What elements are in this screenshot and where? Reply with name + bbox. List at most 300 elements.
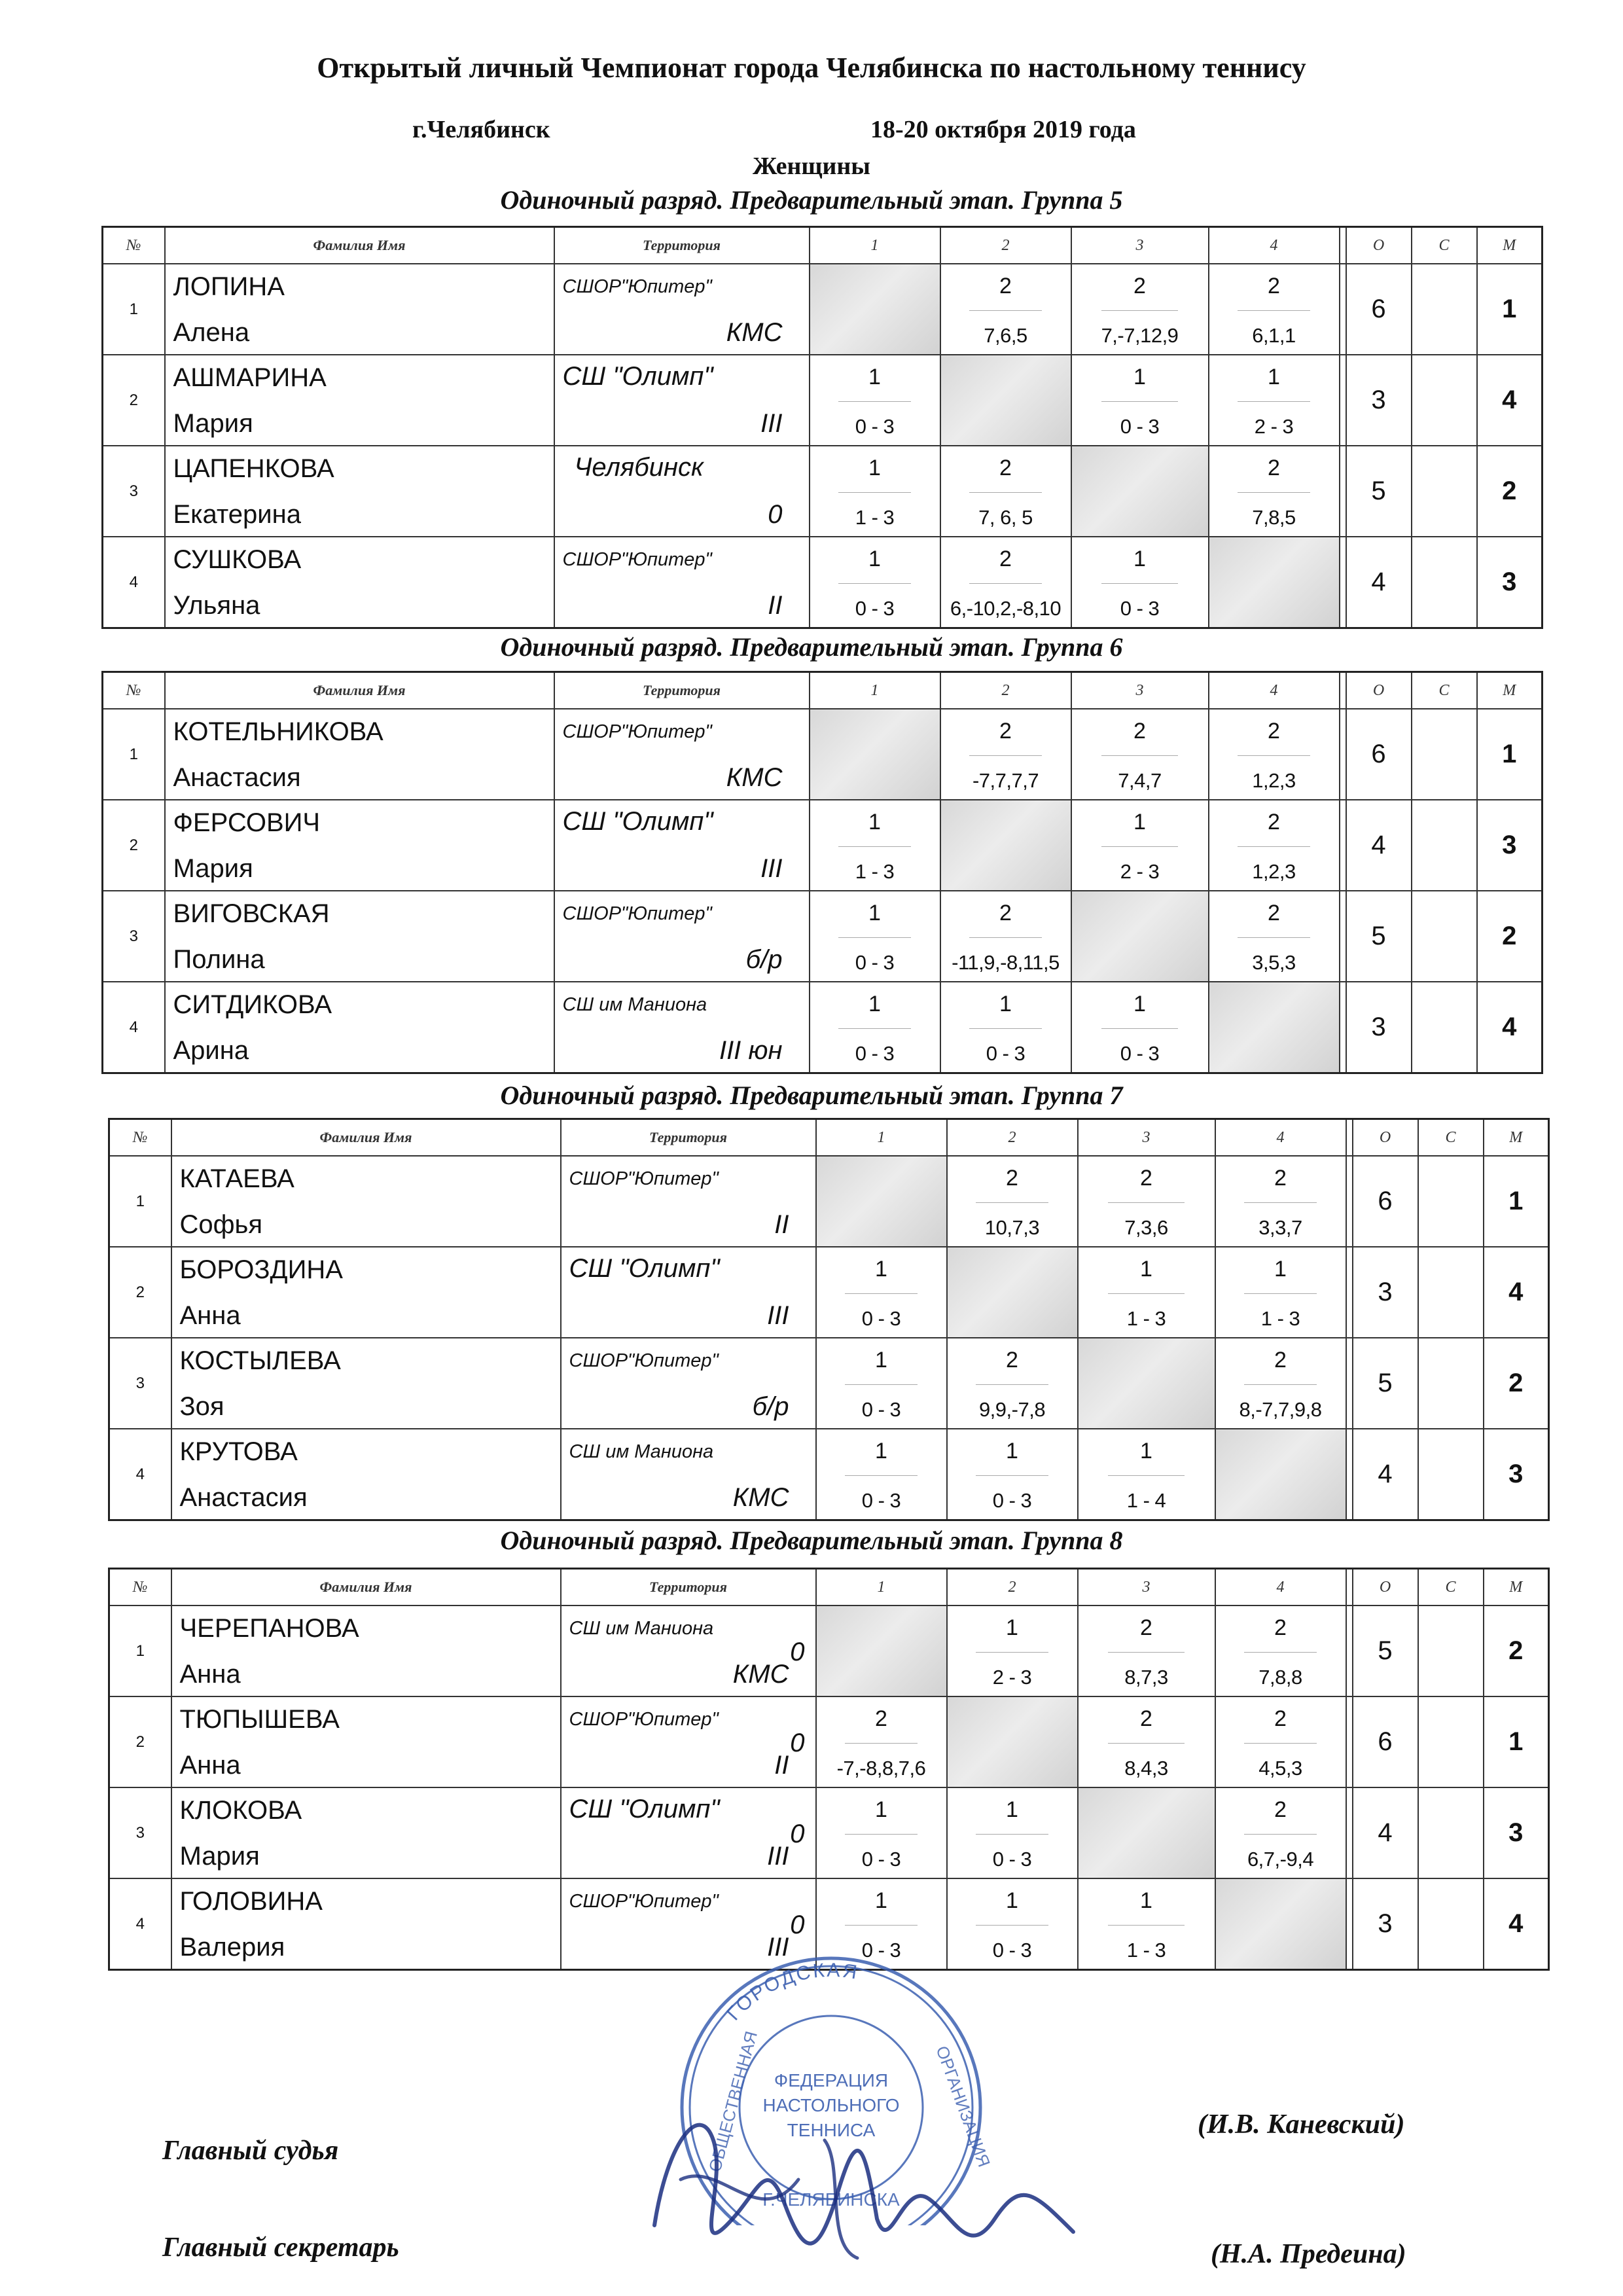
final-place: 2	[1477, 891, 1543, 982]
match-result-cell	[810, 800, 940, 891]
col-header-opponent-2: 2	[940, 672, 1071, 709]
player-given-name: Анна	[179, 1660, 241, 1689]
column-separator	[1346, 1156, 1353, 1247]
territory-cell	[554, 355, 810, 446]
sport-rank: б/р	[752, 1392, 789, 1421]
player-name-cell	[165, 982, 554, 1073]
match-score: 0 - 3	[992, 1848, 1032, 1871]
final-place: 3	[1477, 537, 1543, 628]
match-result-cell	[810, 537, 940, 628]
self-match-cell	[1071, 446, 1209, 537]
score-divider	[845, 1384, 918, 1385]
score-divider	[1101, 583, 1178, 584]
territory-cell	[561, 1787, 816, 1878]
sport-rank: б/р	[745, 945, 783, 974]
score-divider	[969, 310, 1042, 311]
column-separator	[1346, 1247, 1353, 1338]
match-points: 1	[1133, 992, 1146, 1016]
final-place: 1	[1477, 264, 1543, 355]
score-divider	[845, 1293, 918, 1294]
self-match-cell	[816, 1156, 947, 1247]
col-header-num: №	[109, 1119, 171, 1157]
self-match-cell	[810, 264, 940, 355]
territory-cell	[554, 982, 810, 1073]
player-row	[109, 1247, 1549, 1338]
player-given-name: Валерия	[179, 1933, 285, 1962]
col-header-opponent-2: 2	[947, 1569, 1078, 1606]
match-result-cell	[1215, 1338, 1346, 1429]
final-place: 3	[1477, 800, 1543, 891]
match-result-cell	[816, 1696, 947, 1787]
match-score: 1 - 4	[1126, 1489, 1166, 1512]
sport-rank: II	[774, 1751, 789, 1780]
match-points: 2	[1006, 1348, 1018, 1372]
player-given-name: Мария	[173, 854, 253, 883]
player-given-name: Анна	[179, 1301, 241, 1330]
match-points: 1	[868, 547, 881, 571]
territory-name: СШОР"Юпитер"	[569, 1891, 719, 1912]
score-divider	[845, 1743, 918, 1744]
match-score: 7,8,8	[1258, 1666, 1302, 1689]
chief-judge-label: Главный судья	[162, 2136, 339, 2166]
score-divider	[838, 937, 911, 938]
col-header-name: Фамилия Имя	[171, 1569, 561, 1606]
games-ratio	[1418, 1696, 1484, 1787]
event-city: г.Челябинск	[412, 116, 550, 143]
total-points: 6	[1346, 264, 1412, 355]
player-given-name: Мария	[173, 409, 253, 438]
match-score: 0 - 3	[1120, 597, 1160, 620]
player-given-name: Анастасия	[179, 1483, 308, 1512]
match-score: 0 - 3	[992, 1939, 1032, 1962]
col-header-name: Фамилия Имя	[165, 227, 554, 264]
group-title: Одиночный разряд. Предварительный этап. Группа 7	[500, 1081, 1123, 1110]
match-result-cell	[1209, 264, 1340, 355]
group-table	[108, 1118, 1550, 1521]
player-surname: КРУТОВА	[179, 1437, 298, 1466]
col-header-opponent-4: 4	[1209, 672, 1340, 709]
match-score: 7,3,6	[1124, 1216, 1168, 1239]
territory-name: СШ им Маниона	[569, 1618, 714, 1639]
sport-rank: III юн	[719, 1036, 783, 1065]
row-number: 4	[103, 982, 165, 1073]
match-score: 4,5,3	[1258, 1757, 1302, 1780]
match-points: 1	[999, 992, 1012, 1016]
player-name-cell	[171, 1156, 561, 1247]
total-points: 3	[1346, 982, 1412, 1073]
column-separator	[1346, 1338, 1353, 1429]
column-separator	[1346, 1605, 1353, 1696]
col-header-name: Фамилия Имя	[165, 672, 554, 709]
player-name-cell	[171, 1696, 561, 1787]
row-number: 3	[103, 891, 165, 982]
row-number: 1	[103, 709, 165, 800]
match-points: 1	[875, 1797, 887, 1822]
match-points: 1	[1140, 1439, 1152, 1463]
match-result-cell	[1078, 1696, 1215, 1787]
total-points: 3	[1353, 1878, 1418, 1970]
match-score: 1 - 3	[855, 860, 895, 883]
player-surname: СУШКОВА	[173, 545, 302, 574]
player-row	[109, 1787, 1549, 1878]
sport-rank: III	[767, 1301, 789, 1330]
score-divider	[845, 1925, 918, 1926]
match-result-cell	[1078, 1429, 1215, 1520]
match-score: 8,-7,7,9,8	[1239, 1398, 1322, 1421]
games-ratio	[1418, 1338, 1484, 1429]
match-score: 6,1,1	[1252, 324, 1296, 347]
group-title: Одиночный разряд. Предварительный этап. Группа 6	[500, 632, 1123, 662]
match-result-cell	[940, 446, 1071, 537]
match-points: 1	[868, 456, 881, 480]
total-points: 6	[1353, 1156, 1418, 1247]
match-points: 2	[1140, 1615, 1152, 1640]
match-result-cell	[810, 982, 940, 1073]
column-separator	[1340, 709, 1346, 800]
player-row	[109, 1605, 1549, 1696]
column-separator	[1340, 891, 1346, 982]
score-divider	[1108, 1202, 1185, 1203]
row-number: 4	[109, 1429, 171, 1520]
match-score: 1,2,3	[1252, 769, 1296, 792]
player-given-name: Екатерина	[173, 500, 301, 529]
games-ratio	[1418, 1429, 1484, 1520]
player-name-cell	[165, 800, 554, 891]
player-given-name: Анна	[179, 1751, 241, 1780]
match-result-cell	[1071, 800, 1209, 891]
match-score: 7,6,5	[984, 324, 1027, 347]
territory-cell	[561, 1605, 816, 1696]
player-row	[109, 1429, 1549, 1520]
score-divider	[976, 1384, 1048, 1385]
col-header-opponent-2: 2	[947, 1119, 1078, 1157]
score-divider	[969, 755, 1042, 756]
player-surname: ЦАПЕНКОВА	[173, 454, 334, 483]
player-row	[109, 1338, 1549, 1429]
territory-name: СШ "Олимп"	[569, 1254, 720, 1283]
score-divider	[1238, 310, 1310, 311]
match-points: 2	[999, 719, 1012, 744]
match-points: 2	[1140, 1166, 1152, 1191]
row-number: 2	[103, 800, 165, 891]
match-score: 0 - 3	[861, 1489, 901, 1512]
final-place: 1	[1484, 1156, 1549, 1247]
col-header-separator	[1346, 1569, 1353, 1606]
match-score: 6,7,-9,4	[1247, 1848, 1314, 1871]
territory-name: СШ "Олимп"	[562, 362, 713, 391]
self-match-cell	[947, 1696, 1078, 1787]
territory-cell	[554, 709, 810, 800]
match-result-cell	[1078, 1156, 1215, 1247]
territory-cell	[561, 1696, 816, 1787]
total-points: 4	[1353, 1429, 1418, 1520]
match-score: 0 - 3	[861, 1307, 901, 1330]
total-points: 4	[1353, 1787, 1418, 1878]
final-place: 4	[1477, 982, 1543, 1073]
match-score: 7,8,5	[1252, 506, 1296, 529]
self-match-cell	[816, 1605, 947, 1696]
row-number: 4	[109, 1878, 171, 1970]
player-row	[103, 709, 1543, 800]
score-divider	[969, 492, 1042, 493]
col-header-opponent-2: 2	[940, 227, 1071, 264]
stamp-right-text: ОРГАНИЗАЦИЯ	[932, 2043, 995, 2170]
sport-rank: КМС	[732, 1483, 789, 1512]
match-points: 1	[868, 992, 881, 1016]
score-divider	[1108, 1925, 1185, 1926]
score-divider	[1108, 1652, 1185, 1653]
column-separator	[1346, 1878, 1353, 1970]
match-score: 0 - 3	[992, 1489, 1032, 1512]
sport-rank: III	[767, 1933, 789, 1962]
match-result-cell	[1209, 446, 1340, 537]
score-divider	[838, 846, 911, 847]
col-header-opponent-4: 4	[1209, 227, 1340, 264]
match-score: 0 - 3	[1120, 1042, 1160, 1065]
player-surname: БОРОЗДИНА	[179, 1255, 343, 1284]
col-header-territory: Территория	[554, 227, 810, 264]
player-given-name: Арина	[173, 1036, 249, 1065]
sport-rank: II	[768, 591, 783, 620]
row-number: 1	[103, 264, 165, 355]
score-divider	[976, 1202, 1048, 1203]
score-divider	[1101, 310, 1178, 311]
row-number: 3	[109, 1338, 171, 1429]
player-surname: КОТЕЛЬНИКОВА	[173, 717, 383, 746]
column-separator	[1340, 355, 1346, 446]
score-divider	[976, 1652, 1048, 1653]
match-result-cell	[940, 709, 1071, 800]
match-result-cell	[1078, 1878, 1215, 1970]
final-place: 2	[1477, 446, 1543, 537]
total-points: 5	[1353, 1338, 1418, 1429]
match-score: -7,7,7,7	[972, 769, 1039, 792]
self-match-cell	[1215, 1429, 1346, 1520]
final-place: 4	[1484, 1878, 1549, 1970]
sport-rank: III	[760, 854, 783, 883]
column-separator	[1340, 264, 1346, 355]
self-match-cell	[940, 800, 1071, 891]
match-score: 0 - 3	[855, 951, 895, 974]
match-result-cell	[947, 1787, 1078, 1878]
group-title: Одиночный разряд. Предварительный этап. Группа 8	[500, 1526, 1123, 1555]
col-header-territory: Территория	[561, 1119, 816, 1157]
stamp-bottom-text: Г.ЧЕЛЯБИНСКА	[762, 2189, 900, 2210]
match-score: -11,9,-8,11,5	[952, 951, 1060, 974]
match-score: 0 - 3	[1120, 415, 1160, 438]
match-result-cell	[1078, 1247, 1215, 1338]
match-points: 1	[1133, 810, 1146, 834]
final-place: 3	[1484, 1429, 1549, 1520]
match-score: 0 - 3	[986, 1042, 1026, 1065]
match-result-cell	[940, 891, 1071, 982]
score-divider	[1244, 1202, 1317, 1203]
territory-name: СШОР"Юпитер"	[569, 1168, 719, 1189]
player-name-cell	[171, 1787, 561, 1878]
row-number: 1	[109, 1156, 171, 1247]
match-points: 2	[1268, 274, 1280, 298]
column-separator	[1346, 1787, 1353, 1878]
final-place: 3	[1484, 1787, 1549, 1878]
territory-name: СШОР"Юпитер"	[569, 1709, 719, 1730]
row-number: 2	[109, 1696, 171, 1787]
col-header-ratio: С	[1418, 1119, 1484, 1157]
match-points: 2	[1006, 1166, 1018, 1191]
col-header-points: О	[1346, 672, 1412, 709]
match-result-cell	[947, 1338, 1078, 1429]
match-result-cell	[1209, 800, 1340, 891]
match-result-cell	[816, 1247, 947, 1338]
col-header-points: О	[1353, 1119, 1418, 1157]
sport-rank: 0	[768, 500, 783, 529]
games-ratio	[1418, 1878, 1484, 1970]
event-dates: 18-20 октября 2019 года	[870, 116, 1136, 143]
score-divider	[838, 583, 911, 584]
score-divider	[1244, 1293, 1317, 1294]
territory-name: СШ им Маниона	[562, 994, 707, 1015]
stamp-center-line: ФЕДЕРАЦИЯ	[774, 2070, 889, 2090]
score-divider	[1101, 846, 1178, 847]
col-header-num: №	[103, 227, 165, 264]
player-name-cell	[171, 1605, 561, 1696]
col-header-territory: Территория	[554, 672, 810, 709]
player-surname: ТЮПЫШЕВА	[179, 1705, 340, 1734]
column-separator	[1340, 982, 1346, 1073]
match-result-cell	[1071, 355, 1209, 446]
match-result-cell	[1215, 1787, 1346, 1878]
player-name-cell	[165, 264, 554, 355]
player-given-name: Софья	[179, 1210, 263, 1239]
match-result-cell	[1078, 1605, 1215, 1696]
self-match-cell	[1078, 1787, 1215, 1878]
match-score: 10,7,3	[984, 1216, 1040, 1239]
col-header-points: О	[1346, 227, 1412, 264]
score-divider	[1244, 1652, 1317, 1653]
territory-name: СШ "Олимп"	[569, 1795, 720, 1823]
games-ratio	[1412, 800, 1477, 891]
col-header-separator	[1346, 1119, 1353, 1157]
match-result-cell	[1071, 982, 1209, 1073]
self-match-cell	[1209, 537, 1340, 628]
self-match-cell	[1071, 891, 1209, 982]
player-given-name: Анастасия	[173, 763, 301, 792]
column-separator	[1340, 537, 1346, 628]
match-score: 2 - 3	[1120, 860, 1160, 883]
match-points: 2	[999, 901, 1012, 925]
match-points: 1	[875, 1439, 887, 1463]
territory-name: СШ им Маниона	[569, 1441, 714, 1462]
match-score: 0 - 3	[861, 1939, 901, 1962]
total-points: 6	[1353, 1696, 1418, 1787]
col-header-opponent-4: 4	[1215, 1569, 1346, 1606]
stamp-left-text: ОБЩЕСТВЕННАЯ	[704, 2029, 762, 2174]
sport-rank: III	[767, 1842, 789, 1871]
player-name-cell	[171, 1338, 561, 1429]
self-match-cell	[810, 709, 940, 800]
match-score: 1 - 3	[1126, 1939, 1166, 1962]
match-score: 3,3,7	[1258, 1216, 1302, 1239]
player-surname: ЛОПИНА	[173, 272, 285, 301]
chief-secretary-name: (Н.А. Предеина)	[1211, 2239, 1406, 2269]
score-divider	[838, 1028, 911, 1029]
territory-name: СШ "Олимп"	[562, 807, 713, 836]
svg-text:ГОРОДСКАЯ	[722, 1960, 860, 2025]
match-result-cell	[810, 446, 940, 537]
row-number: 2	[103, 355, 165, 446]
final-place: 4	[1484, 1247, 1549, 1338]
player-surname: АШМАРИНА	[173, 363, 327, 392]
self-match-cell	[1209, 982, 1340, 1073]
player-name-cell	[165, 355, 554, 446]
score-divider	[1101, 401, 1178, 402]
player-row	[103, 355, 1543, 446]
match-result-cell	[940, 982, 1071, 1073]
match-score: 0 - 3	[855, 597, 895, 620]
match-result-cell	[940, 537, 1071, 628]
group-table	[101, 671, 1543, 1074]
player-name-cell	[171, 1247, 561, 1338]
col-header-opponent-1: 1	[810, 672, 940, 709]
col-header-place: М	[1484, 1569, 1549, 1606]
sport-rank: КМС	[726, 763, 783, 792]
match-result-cell	[1215, 1156, 1346, 1247]
match-result-cell	[1209, 709, 1340, 800]
document-title: Открытый личный Чемпионат города Челябинска по настольному теннису	[317, 52, 1306, 84]
col-header-opponent-1: 1	[810, 227, 940, 264]
score-divider	[976, 1475, 1048, 1476]
player-given-name: Ульяна	[173, 591, 260, 620]
column-separator	[1340, 446, 1346, 537]
territory-name: СШОР"Юпитер"	[562, 903, 712, 924]
score-divider	[1238, 755, 1310, 756]
match-points: 2	[1274, 1166, 1287, 1191]
score-divider	[969, 1028, 1042, 1029]
player-surname: КОСТЫЛЕВА	[179, 1346, 341, 1375]
player-given-name: Полина	[173, 945, 265, 974]
match-points: 2	[1133, 274, 1146, 298]
match-score: 7,4,7	[1118, 769, 1162, 792]
territory-cell	[561, 1338, 816, 1429]
final-place: 4	[1477, 355, 1543, 446]
match-result-cell	[1071, 537, 1209, 628]
match-score: 6,-10,2,-8,10	[950, 597, 1061, 620]
player-row	[109, 1696, 1549, 1787]
match-points: 2	[1268, 456, 1280, 480]
stamp-top-text: ГОРОДСКАЯ	[722, 1959, 861, 2025]
score-divider	[1101, 755, 1178, 756]
match-points: 2	[1274, 1706, 1287, 1731]
player-surname: СИТДИКОВА	[173, 990, 332, 1019]
score-divider	[1101, 1028, 1178, 1029]
col-header-opponent-4: 4	[1215, 1119, 1346, 1157]
row-number: 1	[109, 1605, 171, 1696]
games-ratio	[1418, 1156, 1484, 1247]
player-surname: ГОЛОВИНА	[179, 1887, 323, 1916]
match-result-cell	[816, 1338, 947, 1429]
rating-value: 0	[790, 1729, 805, 1757]
stamp-center-line: ТЕННИСА	[787, 2120, 876, 2140]
match-points: 2	[999, 547, 1012, 571]
match-result-cell	[816, 1787, 947, 1878]
match-points: 1	[1006, 1888, 1018, 1913]
col-header-num: №	[109, 1569, 171, 1606]
match-score: 0 - 3	[861, 1398, 901, 1421]
match-score: 1 - 3	[1260, 1307, 1300, 1330]
rating-value: 0	[790, 1638, 805, 1666]
player-surname: КЛОКОВА	[179, 1796, 302, 1825]
col-header-place: М	[1484, 1119, 1549, 1157]
total-points: 4	[1346, 537, 1412, 628]
